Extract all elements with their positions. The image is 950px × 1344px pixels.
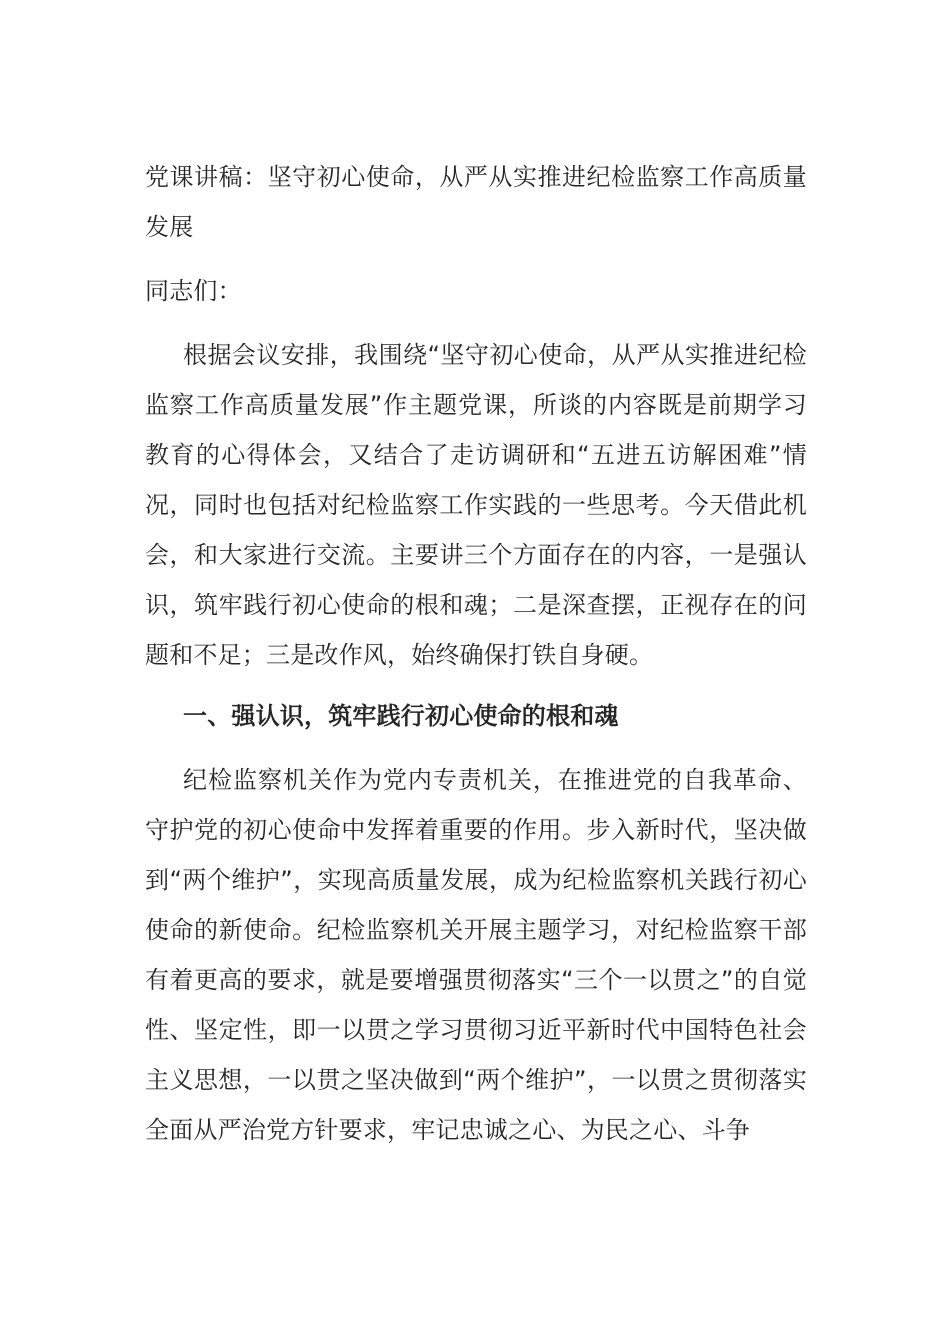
page-title: 党课讲稿：坚守初心使命，从严从实推进纪检监察工作高质量发展 <box>145 163 807 241</box>
document-body <box>145 152 807 1155</box>
intro-paragraph: 根据会议安排，我围绕“坚守初心使命，从严从实推进纪检监察工作高质量发展”作主题党课，所谈的内容既是前期学习教育的心得体会，又结合了走访调研和“五进五访解困难”情况，同时也包括对纪检监察工作实践的一些思考。今天借此机会，和大家进行交流。主要讲三个方面存在的内容，一是强认识，筑牢践行初心使命的根和魂；二是深查摆，正视存在的问题和不足；三是改作风，始终确保打铁自身硬。 <box>145 341 807 669</box>
section-1-paragraph: 纪检监察机关作为党内专责机关，在推进党的自我革命、守护党的初心使命中发挥着重要的作用。步入新时代，坚决做到“两个维护”，实现高质量发展，成为纪检监察机关践行初心使命的新使命。纪检监察机关开展主题学习，对纪检监察干部有着更高的要求，就是要增强贯彻落实“三个一以贯之”的自觉性、坚定性，即一以贯之学习贯彻习近平新时代中国特色社会主义思想，一以贯之坚决做到“两个维护”，一以贯之贯彻落实全面从严治党方针要求，牢记忠诚之心、为民之心、斗争 <box>145 766 807 1144</box>
section-heading-1: 一、强认识，筑牢践行初心使命的根和魂 <box>183 702 619 730</box>
salutation: 同志们： <box>145 277 242 305</box>
